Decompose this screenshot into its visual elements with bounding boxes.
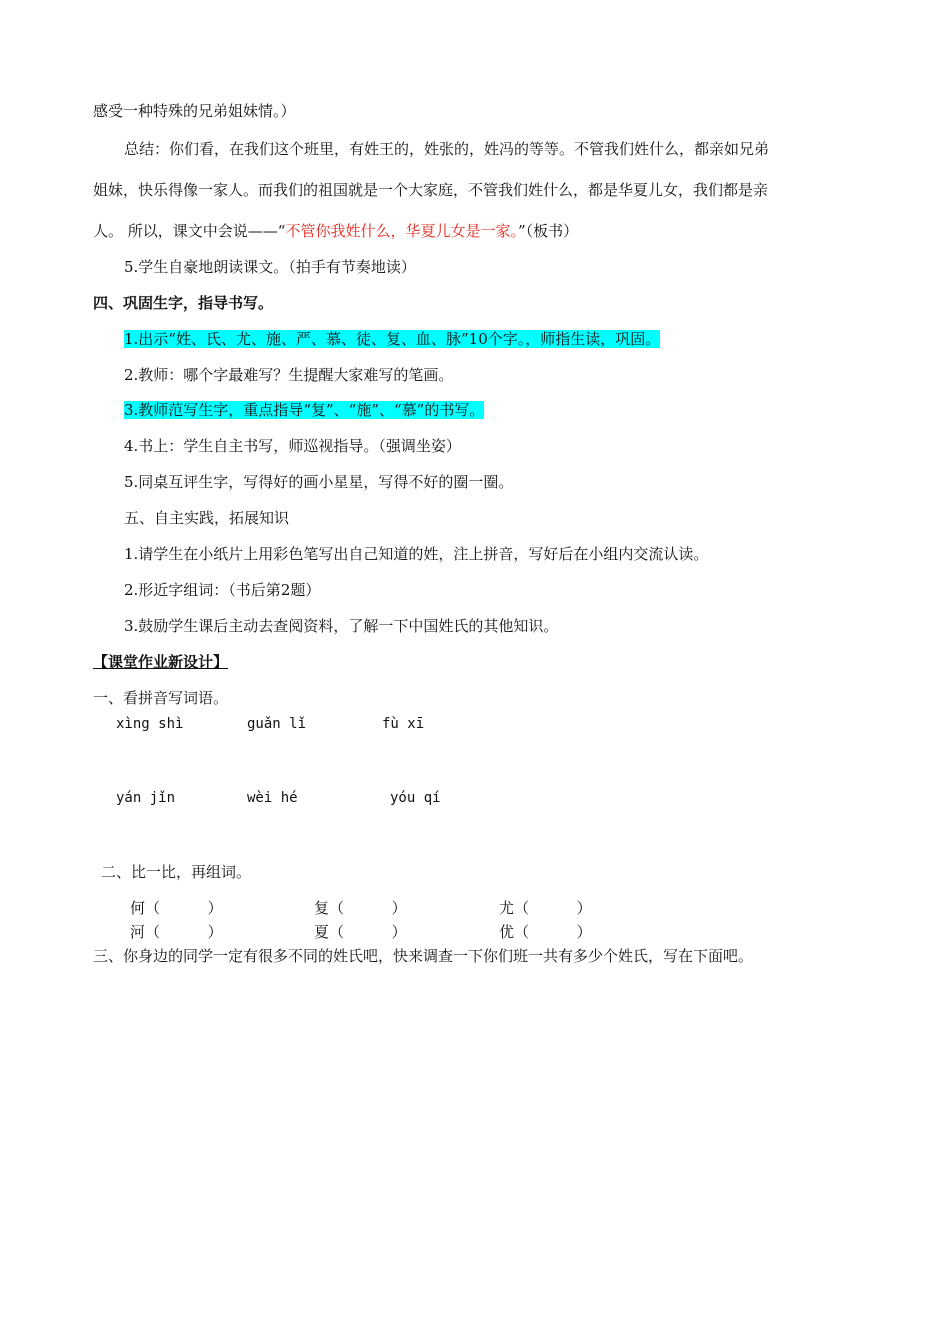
text-line: 感受一种特殊的兄弟姐妹情。） [93, 102, 296, 120]
step-item: 2.教师：哪个字最难写？生提醒大家难写的笔画。 [124, 366, 454, 384]
summary-paragraph-line: 姐妹，快乐得像一家人。而我们的祖国就是一个大家庭，不管我们姓什么，都是华夏儿女，我们都是亲 [93, 181, 769, 199]
pinyin-item: wèi hé [247, 790, 298, 806]
highlighted-text: 1.出示“姓、氏、尤、施、严、慕、徒、复、血、脉”10个字。，师指生读，巩固。 [124, 330, 661, 348]
step-item: 4.书上：学生自主书写，师巡视指导。（强调坐姿） [124, 437, 461, 455]
step-item [124, 329, 660, 349]
pinyin-item: guǎn lǐ [247, 716, 307, 732]
step-item [124, 400, 484, 420]
summary-paragraph-line [93, 221, 578, 241]
compare-item: 复（ ） [314, 899, 407, 917]
summary-text: 人。 所以，课文中会说——“ [93, 222, 286, 240]
homework-title: 【课堂作业新设计】 [93, 653, 229, 671]
compare-item: 优（ ） [499, 923, 592, 941]
pinyin-item: yóu qí [390, 790, 441, 806]
highlighted-text: 3.教师范写生字，重点指导“复”、“施”、“慕”的书写。 [124, 401, 485, 419]
summary-paragraph-line: 总结：你们看，在我们这个班里，有姓王的，姓张的，姓冯的等等。不管我们姓什么，都亲如兄弟 [124, 140, 770, 158]
compare-item: 河（ ） [130, 923, 223, 941]
question-heading: 三、你身边的同学一定有很多不同的姓氏吧，快来调查一下你们班一共有多少个姓氏，写在下面吧。 [93, 947, 754, 965]
step-item: 2.形近字组词：（书后第2题） [124, 581, 321, 599]
compare-item: 夏（ ） [314, 923, 407, 941]
pinyin-item: yán jǐn [116, 790, 176, 806]
summary-text: ”（板书） [517, 222, 579, 240]
board-writing-quote: 不管你我姓什么，华夏儿女是一家。 [285, 222, 518, 240]
pinyin-item: fù xī [382, 716, 425, 732]
step-item: 3.鼓励学生课后主动去查阅资料，了解一下中国姓氏的其他知识。 [124, 617, 559, 635]
question-heading: 二、比一比，再组词。 [101, 863, 252, 881]
compare-item: 尤（ ） [499, 899, 592, 917]
step-item: 5.同桌互评生字，写得好的画小星星，写得不好的圈一圈。 [124, 473, 514, 491]
step-item: 1.请学生在小纸片上用彩色笔写出自己知道的姓，注上拼音，写好后在小组内交流认读。 [124, 545, 709, 563]
section-heading: 五、自主实践，拓展知识 [124, 509, 290, 527]
step-item: 5.学生自豪地朗读课文。（拍手有节奏地读） [124, 258, 416, 276]
question-heading: 一、看拼音写词语。 [93, 689, 229, 707]
pinyin-item: xìng shì [116, 716, 184, 732]
section-heading: 四、巩固生字，指导书写。 [93, 294, 274, 312]
compare-item: 何（ ） [130, 899, 223, 917]
